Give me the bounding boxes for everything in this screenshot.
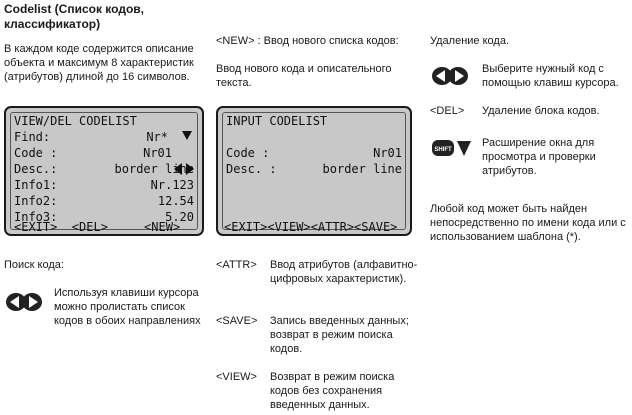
info2-label: Info2: — [14, 194, 58, 208]
search-heading: Поиск кода: — [4, 259, 64, 271]
input-desc-value[interactable]: border line — [322, 162, 402, 176]
new-text: Ввод нового кода и описательного текста. — [216, 63, 392, 89]
code-label: Code : — [14, 146, 58, 160]
find-label: Find: — [14, 130, 51, 144]
lcd-view-softkeys[interactable]: <EXIT> <DEL> <NEW> — [14, 220, 181, 234]
delete-cursor-keys-icon — [432, 66, 468, 86]
info2-value[interactable]: 12.54 — [157, 194, 194, 208]
info3-value[interactable]: 5.20 — [165, 210, 194, 224]
search-text: Используя клавиши курсора можно пролистать список кодов в обоих направлениях — [54, 287, 201, 327]
code-value[interactable]: Nr01 — [143, 146, 172, 160]
delete-del-text: Удаление блока кодов. — [482, 105, 600, 117]
shift-key-label: SHIFT — [434, 147, 452, 153]
lcd-info1-row — [14, 177, 194, 193]
lcd-input-softkeys[interactable]: <EXIT><VIEW><ATTR><SAVE> — [224, 220, 398, 234]
new-heading: <NEW> : Ввод нового списка кодов: — [216, 35, 399, 47]
key-save: <SAVE> — [216, 315, 258, 327]
info1-value[interactable]: Nr.123 — [150, 178, 194, 192]
desc-value[interactable]: border line — [114, 162, 194, 176]
key-attr: <ATTR> — [216, 259, 257, 271]
lcd-input-desc-row — [226, 161, 402, 177]
lcd-info2-row — [14, 193, 194, 209]
key-save-text: Запись введенных данных; возврат в режим поиска кодов. — [270, 315, 409, 355]
delete-del-key: <DEL> — [430, 105, 465, 117]
lcd-input — [216, 106, 412, 236]
input-code-value[interactable]: Nr01 — [373, 146, 402, 160]
key-view: <VIEW> — [216, 371, 257, 383]
lcd-code-row — [14, 145, 194, 161]
delete-note: Любой код может быть найден непосредственно по имени кода или с использованием шаблона (*). — [430, 203, 626, 243]
cursor-keys-icon — [6, 292, 42, 312]
input-desc-label: Desc. : — [226, 162, 277, 176]
lcd-view-header-row — [14, 113, 194, 129]
key-attr-text: Ввод атрибутов (алфавитно-цифровых характеристик). — [270, 259, 418, 285]
lcd-input-header: INPUT CODELIST — [226, 114, 328, 128]
lcd-desc-row — [14, 161, 194, 177]
page-title: Codelist (Список кодов, классификатор) — [4, 2, 144, 31]
delete-heading: Удаление кода. — [430, 35, 509, 47]
lcd-input-header-row — [226, 113, 402, 129]
lcd-input-code-row — [226, 145, 402, 161]
delete-step1: Выберите нужный код с помощью клавиш курсора. — [482, 63, 619, 89]
lcd-find-row — [14, 129, 194, 145]
delete-shift-text: Расширение окна для просмотра и проверки атрибутов. — [482, 137, 596, 177]
shift-key-icon — [432, 138, 472, 162]
info1-label: Info1: — [14, 178, 58, 192]
key-view-text: Возврат в режим поиска кодов без сохранения введенных данных. — [270, 371, 395, 411]
desc-label: Desc.: — [14, 162, 58, 176]
info3-label: Info3: — [14, 210, 58, 224]
lcd-view-header: VIEW/DEL CODELIST — [14, 114, 137, 128]
lcd-view-del — [4, 106, 204, 236]
find-value[interactable]: Nr* — [146, 130, 168, 144]
input-code-label: Code : — [226, 146, 270, 160]
intro-text: В каждом коде содержится описание объекта и максимум 8 характеристик (атрибутов) длиной до 16 символов. — [4, 43, 194, 83]
